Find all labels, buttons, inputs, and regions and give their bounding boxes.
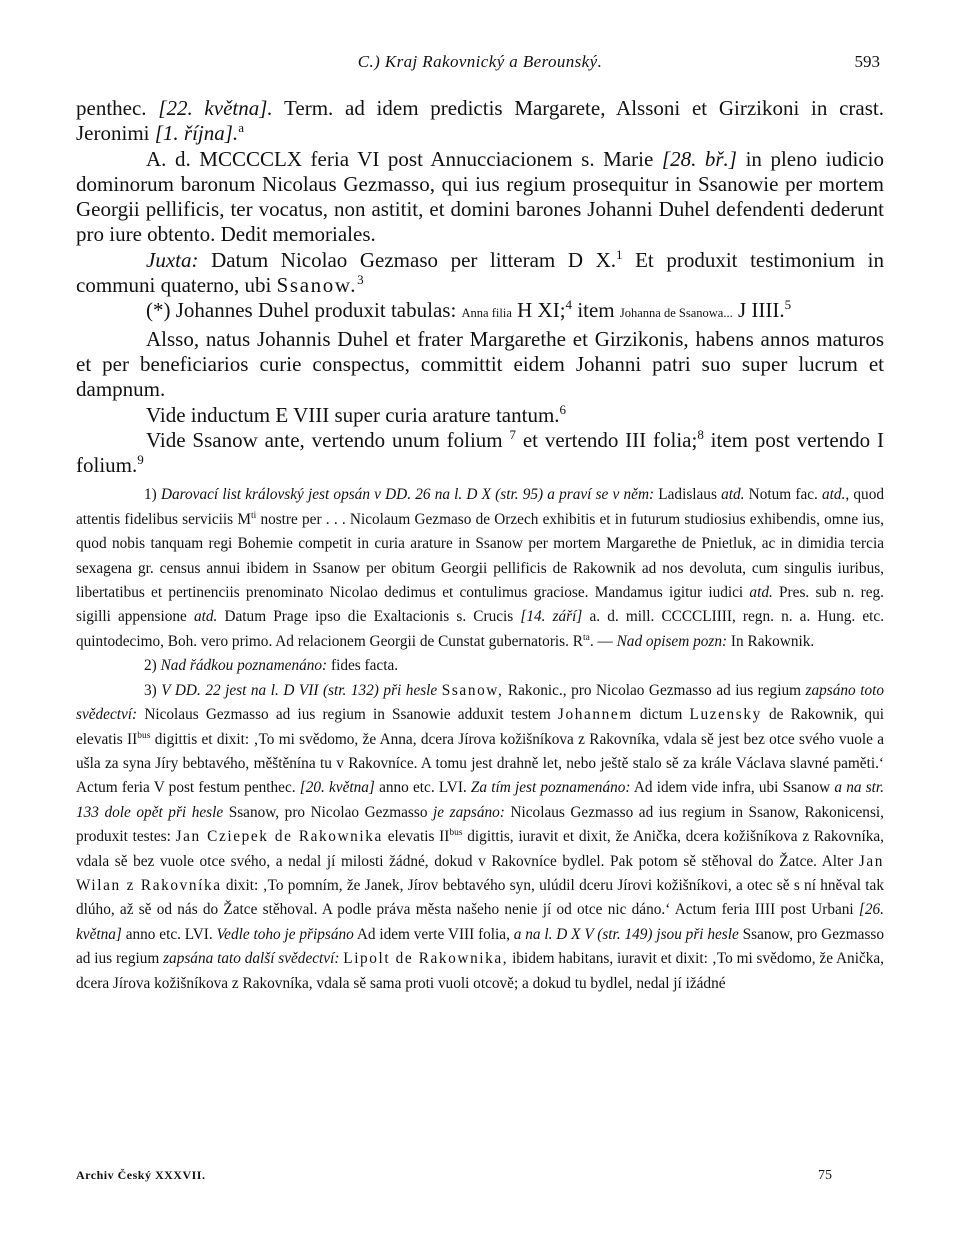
text-run: item (577, 298, 615, 323)
text-run: fides facta. (330, 657, 399, 675)
paragraph-6 (76, 403, 884, 428)
text-run: Vide Ssanow ante, vertendo unum folium (146, 427, 503, 452)
footnote-marker: 6 (559, 401, 567, 417)
text-run: Pres. sub n. reg. sigilli appensione (76, 584, 885, 626)
spaced-name: Ssanow. (276, 273, 358, 298)
editor-note: Nad řádkou poznamenáno: (160, 657, 328, 675)
text-run: nostre per . . . Nicolaum Gezmaso de Orzech exhibitis et in futurum studiosius exhibendis, omne ius, quod nobis tanquam regi Bohemie competit in curia arature in Ssanow per mortem Margarethe de Pnietluk, ac in dimidia tercia sexagena gr. census annui ibidem in Ssanow per obitum Georgii pellificis de Rakownik ad nos devoluta, cum singulis iuribus, libertatibus et pertinenciis prenominato Nicolao dedimus et contulimus graciose. Mandamus igitur iudici (76, 510, 885, 602)
editor-note: atd. (193, 608, 218, 626)
editor-note: a na l. D X V (str. 149) jsou při hesle (513, 925, 739, 943)
paragraph-2 (76, 147, 884, 248)
text-run: Ssanow, pro Gezmasso ad ius regium (76, 925, 885, 968)
text-run: digittis, iuravit et dixit, že Anička, dcera kožišníkova z Rakovníka, vdala sě bez vuole otce svého, a nedal jí milosti žádné, dokud v Rakovníce bydlel. Pak potom sě stěhoval do Žatce. Alter (76, 828, 884, 870)
running-title: C.) Kraj Rakovnický a Berounský. (357, 52, 603, 71)
main-text (76, 96, 884, 478)
text-run: Notum fac. (748, 486, 818, 504)
editor-note: zapsáno toto svědectví: (76, 681, 885, 724)
paragraph-7 (76, 428, 884, 479)
text-run: de Rakownik, qui elevatis II (76, 706, 884, 748)
text-run: a. d. mill. CCCCLIIII, regn. n. a. Hung. etc. quintodecimo, Boh. vero primo. Ad relacionem Georgii de Cunstat gubernatoris. R (76, 608, 885, 650)
page-footer (76, 1168, 884, 1188)
superscript: ta (582, 632, 590, 643)
text-run: . — (589, 632, 613, 650)
text-run: (*) Johannes Duhel produxit tabulas: (146, 298, 457, 323)
spaced-name: Luzensky (689, 706, 762, 724)
text-run: anno etc. LVI. (125, 925, 213, 943)
spaced-name: Johannem (557, 706, 633, 724)
text-run: , quod attentis fidelibus serviciis M (76, 486, 885, 528)
running-header (76, 52, 884, 82)
editor-note: Nad opisem pozn: (616, 632, 728, 650)
superscript: bus (137, 730, 151, 741)
text-run: Ad idem verte VIII folia, (356, 925, 510, 943)
editor-note: a na str. 133 dole opět při hesle (76, 779, 884, 821)
text-run: ibidem habitans, iuravit et dixit: ‚To mi svědomo, že Anička, dcera Jírova kožišníkova z Rakovníka, vdala sě sama proti vuoli otcově; a dokud tu bydlel, nedal jí ižádné (76, 950, 884, 992)
editor-note: Za tím jest poznamenáno: (470, 779, 631, 797)
footnote-marker: 8 (697, 426, 704, 442)
text-run: Term. ad idem predictis Margarete, Alssoni et Girzikoni in crast. Jeronimi (76, 96, 884, 146)
text-run: H XI; (517, 298, 566, 323)
footnote-2 (76, 654, 884, 678)
spaced-name: Ssanow, (441, 681, 504, 699)
footnote-3 (76, 679, 884, 996)
editor-note: zapsána tato další svědectví: (163, 950, 340, 968)
footnote-marker: 1 (616, 246, 623, 262)
text-run: dixit: ‚To pomním, že Janek, Jírov bebtavého syn, ulúdil dceru Jírovi kožišníkovi, a otec sě s ní hněval tak dlúho, až sě od nás do Žatce stěhoval. A podle práva města našeho nenie jí od otce nic dáno.‘ Actum feria IIII post Urbani (76, 876, 884, 919)
text-run: Nicolaus Gezmasso ad ius regium in Ssanowie adduxit testem (144, 706, 551, 724)
editor-note: je zapsáno: (433, 803, 505, 821)
text-run: elevatis II (387, 828, 450, 846)
small-text: Anna filia (461, 306, 512, 321)
text-run: Datum Prage ipso die Exaltacionis s. Crucis (224, 608, 514, 626)
paragraph-4 (76, 298, 884, 326)
spaced-name: Jan Wilan z Rakovníka (76, 852, 885, 894)
superscript: ti (250, 510, 257, 521)
editor-note: Darovací list královský jest opsán v DD. 26 na l. D X (str. 95) a praví se v něm: (160, 486, 655, 504)
text-run: Et produxit testimonium in communi quaterno, ubi (76, 247, 884, 298)
page-number: 593 (854, 52, 880, 71)
superscript: bus (449, 828, 463, 839)
text-run: Ad idem vide infra, ubi Ssanow (633, 779, 831, 797)
footnote-number: 3) (144, 681, 157, 699)
text-run: in pleno iudicio dominorum baronum Nicolaus Gezmasso, qui ius regium prosequitur in Ssanowie per mortem Georgii pellificis, ter vocatus, non astitit, et domini barones Johanni Duhel defendenti dederunt pro iure obtento. Dedit memoriales. (76, 146, 885, 247)
text-run: J IIII. (737, 298, 785, 323)
text-run: item post vertendo I folium. (76, 427, 884, 478)
text-run: In Rakownik. (730, 632, 815, 650)
footnote-marker: a (238, 120, 244, 136)
footnote-marker: 7 (509, 426, 517, 442)
footnote-marker: 9 (137, 452, 144, 468)
editor-note: atd. (749, 584, 773, 602)
date-note: [26. května] (76, 901, 884, 943)
text-run: Nicolaus Gezmasso ad ius regium in Ssanow, Rakonicensi, produxit testes: (76, 803, 884, 846)
editor-note: Vedle toho je připsáno (216, 925, 354, 943)
paragraph-3 (76, 248, 884, 299)
text-run: penthec. (76, 96, 147, 120)
date-note: [28. bř.] (661, 146, 737, 171)
editor-note: atd. (822, 486, 846, 504)
juxta-label: Juxta: (146, 247, 199, 272)
text-run: digittis et dixit: ‚To mi svědomo, že Anna, dcera Jírova kožišníkova z Rakovníka, vdala sě jest bez otce svého vuole a ušla za syna Jíry bebtavého, měštěnína tu v Rakovníce. A tomu jest drahně let, nebo ještě stalo sě za krále Václava slavné paměti.‘ Actum feria V post festum penthec. (76, 730, 885, 797)
footnote-number: 1) (144, 486, 157, 504)
editor-note: V DD. 22 jest na l. D VII (str. 132) při hesle (161, 681, 438, 699)
text-run: Rakonic., pro Nicolao Gezmasso ad ius regium (507, 681, 801, 699)
text-run: Datum Nicolao Gezmaso per litteram D X. (211, 247, 616, 272)
text-run: et vertendo III folia; (522, 427, 698, 452)
date-note: [20. května] (299, 779, 375, 797)
page (76, 52, 884, 996)
paragraph-5: Alsso, natus Johannis Duhel et frater Margarethe et Girzikonis, habens annos maturos et per beneficiarios curie conspectus, committit eidem Johanni patri suo super lucrum et dampnum. (76, 326, 884, 402)
small-text: Johanna de Ssanowa... (619, 306, 733, 321)
paragraph-1 (76, 96, 884, 147)
spaced-name: Jan Cziepek de Rakownika (175, 828, 383, 846)
text-run: anno etc. LVI. (379, 779, 467, 797)
text-run: Ladislaus (658, 486, 717, 504)
date-note: [1. října]. (154, 121, 239, 146)
footnote-1 (76, 483, 884, 654)
footnote-marker: 5 (784, 297, 792, 313)
footnote-marker: 4 (565, 297, 573, 313)
footnotes (76, 483, 884, 996)
editor-note: atd. (721, 486, 745, 504)
date-note: [14. září] (520, 608, 583, 626)
footnote-number: 2) (144, 657, 157, 675)
publication-title: Archiv Český XXXVII. (76, 1168, 206, 1182)
date-note: [22. května]. (158, 96, 273, 120)
text-run: A. d. MCCCCLX feria VI post Annucciacionem s. Marie (146, 146, 654, 171)
signature-number: 75 (818, 1168, 832, 1183)
text-run: Vide inductum E VIII super curia arature tantum. (146, 402, 560, 427)
footnote-marker: 3 (357, 272, 364, 288)
spaced-name: Lipolt de Rakownika, (343, 950, 509, 968)
text-run: Ssanow, pro Nicolao Gezmasso (228, 803, 428, 821)
text-run: dictum (639, 706, 683, 724)
